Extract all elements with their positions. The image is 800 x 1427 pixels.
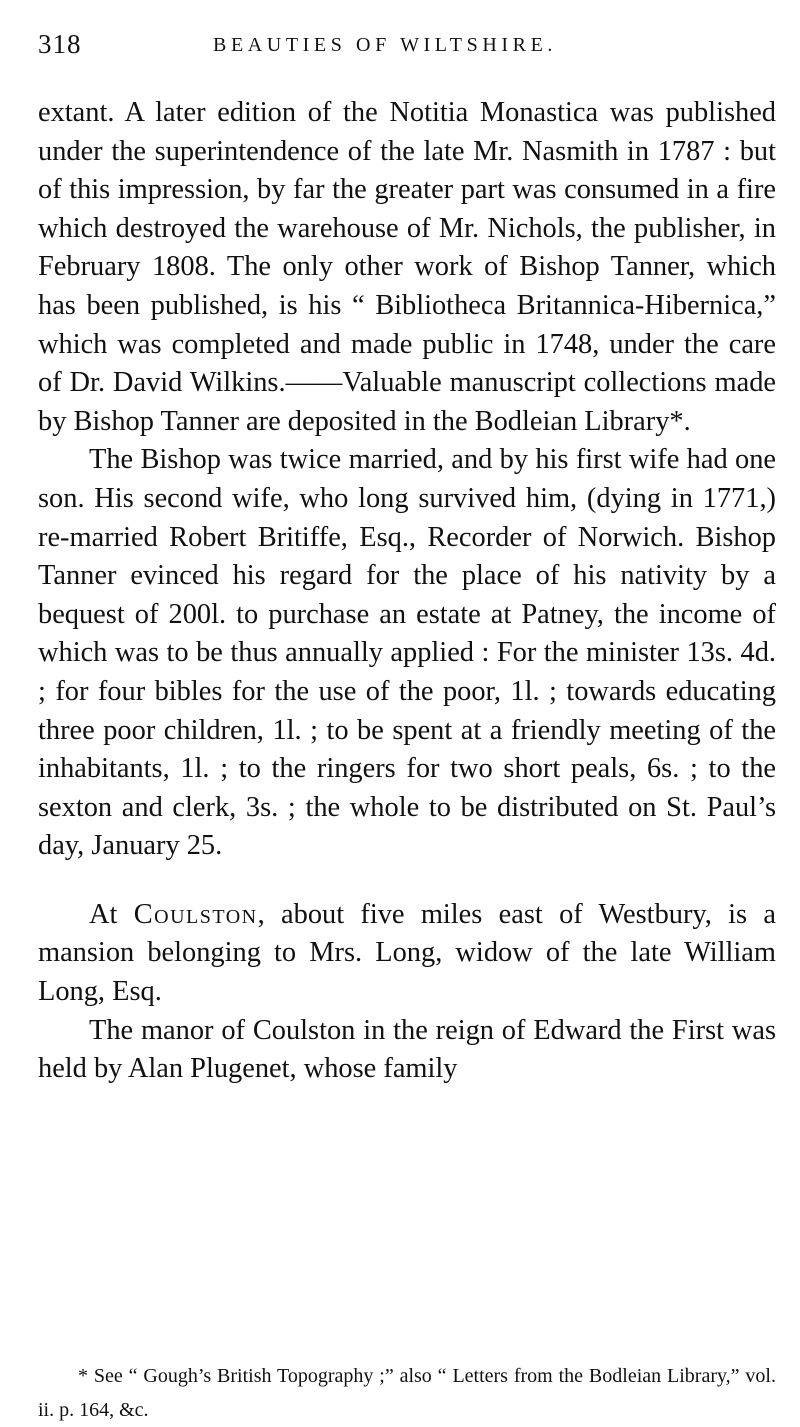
running-head bbox=[38, 24, 776, 64]
page-number: 318 bbox=[38, 29, 82, 59]
paragraph-tanner-works: extant. A later edition of the Notitia Monastica was published under the superintendence of the late Mr. Nasmith in 1787 : but of this impression, by far the greater part was consumed in a fire which destroyed the warehouse of Mr. Nichols, the publisher, in February 1808. The only other work of Bishop Tanner, which has been published, is his “ Bibliotheca Britannica-Hibernica,” which was completed and made public in 1748, under the care of Dr. David Wilkins.——Valuable manuscript collections made by Bishop Tanner are deposited in the Bodleian Library*. bbox=[38, 97, 776, 437]
paragraph-tanner-bequest: The Bishop was twice married, and by his first wife had one son. His second wife, who long survived him, (dying in 1771,) re-married Robert Britiffe, Esq., Recorder of Norwich. Bishop Tanner evinced his regard for the place of his nativity by a bequest of 200l. to purchase an estate at Patney, the income of which was to be thus annually applied : For the minister 13s. 4d. ; for four bibles for the use of the poor, 1l. ; towards educating three poor children, 1l. ; to be spent at a friendly meeting of the inhabitants, 1l. ; to the ringers for two short peals, 6s. ; to the sexton and clerk, 3s. ; the whole to be distributed on St. Paul’s day, January 25. bbox=[38, 444, 776, 862]
running-title: BEAUTIES OF WILTSHIRE. bbox=[213, 34, 557, 56]
paragraph-intro-word: At bbox=[89, 898, 118, 930]
paragraph-coulston-mansion bbox=[38, 896, 776, 1012]
section-gap bbox=[38, 866, 776, 896]
paragraph-coulston-text: , about five miles east of Westbury, is a mansion belonging to Mrs. Long, widow of the late William Long, Esq. bbox=[38, 898, 776, 1008]
place-name-coulston: Coulston bbox=[133, 898, 258, 930]
paragraph-coulston-manor: The manor of Coulston in the reign of Edward the First was held by Alan Plugenet, whose family bbox=[38, 1014, 776, 1085]
footnote: * See “ Gough’s British Topography ;” also “ Letters from the Bodleian Library,” vol. ii. p. 164, &c. bbox=[38, 1365, 776, 1421]
book-page bbox=[38, 24, 776, 1089]
body-text bbox=[38, 94, 776, 1089]
